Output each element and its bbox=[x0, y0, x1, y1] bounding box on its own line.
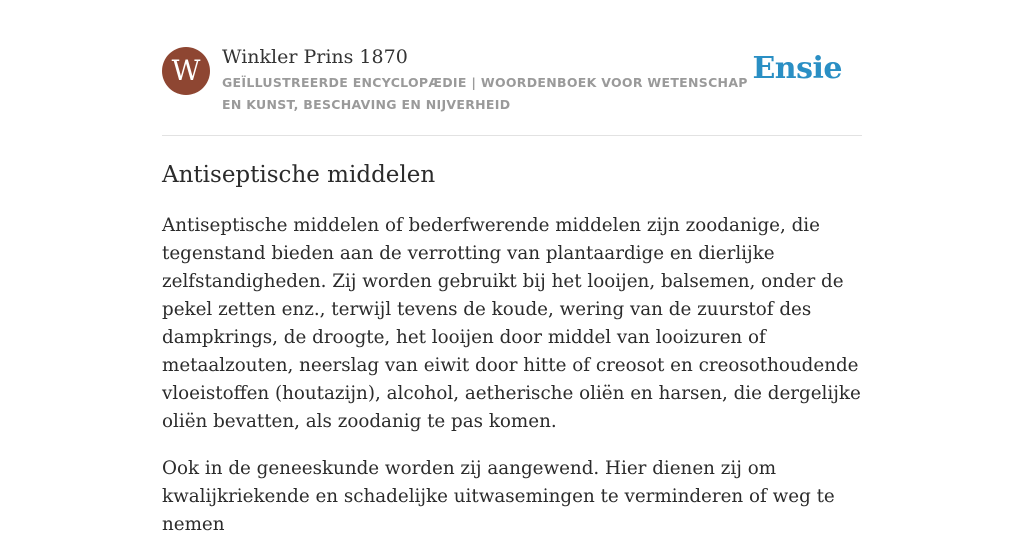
source-avatar[interactable]: W bbox=[162, 47, 210, 95]
source-title[interactable]: Winkler Prins 1870 bbox=[222, 46, 408, 68]
article-paragraph-1: Antiseptische middelen of bederfwerende middelen zijn zoodanige, die tegenstand bieden aan de verrotting van plantaardige en dierlijke zelfstandigheden. Zij worden gebruikt bij het looijen, balsemen, onder de pekel zetten enz., terwijl tevens de koude, wering van de zuurstof des dampkrings, de droogte, het looijen door middel van looizuren of metaalzouten, neerslag van eiwit door hitte of creosot en creosothoudende vloeistoffen (houtazijn), alcohol, aetherische oliën en harsen, die dergelijke oliën bevatten, als zoodanig te pas komen. bbox=[162, 215, 861, 432]
ensie-logo[interactable]: Ensie bbox=[752, 51, 842, 86]
source-header bbox=[162, 47, 862, 136]
source-subtitle: GEÏLLUSTREERDE ENCYCLOPÆDIE | WOORDENBOEK VOOR WETENSCHAP EN KUNST, BESCHAVING EN NIJVERHEID bbox=[222, 75, 748, 112]
source-info bbox=[222, 47, 752, 116]
article-paragraph-2: Ook in de geneeskunde worden zij aangewend. Hier dienen zij om kwalijkriekende en schadelijke uitwasemingen te verminderen of weg te nemen bbox=[162, 458, 835, 535]
page bbox=[162, 0, 862, 539]
article-title: Antiseptische middelen bbox=[162, 162, 436, 188]
